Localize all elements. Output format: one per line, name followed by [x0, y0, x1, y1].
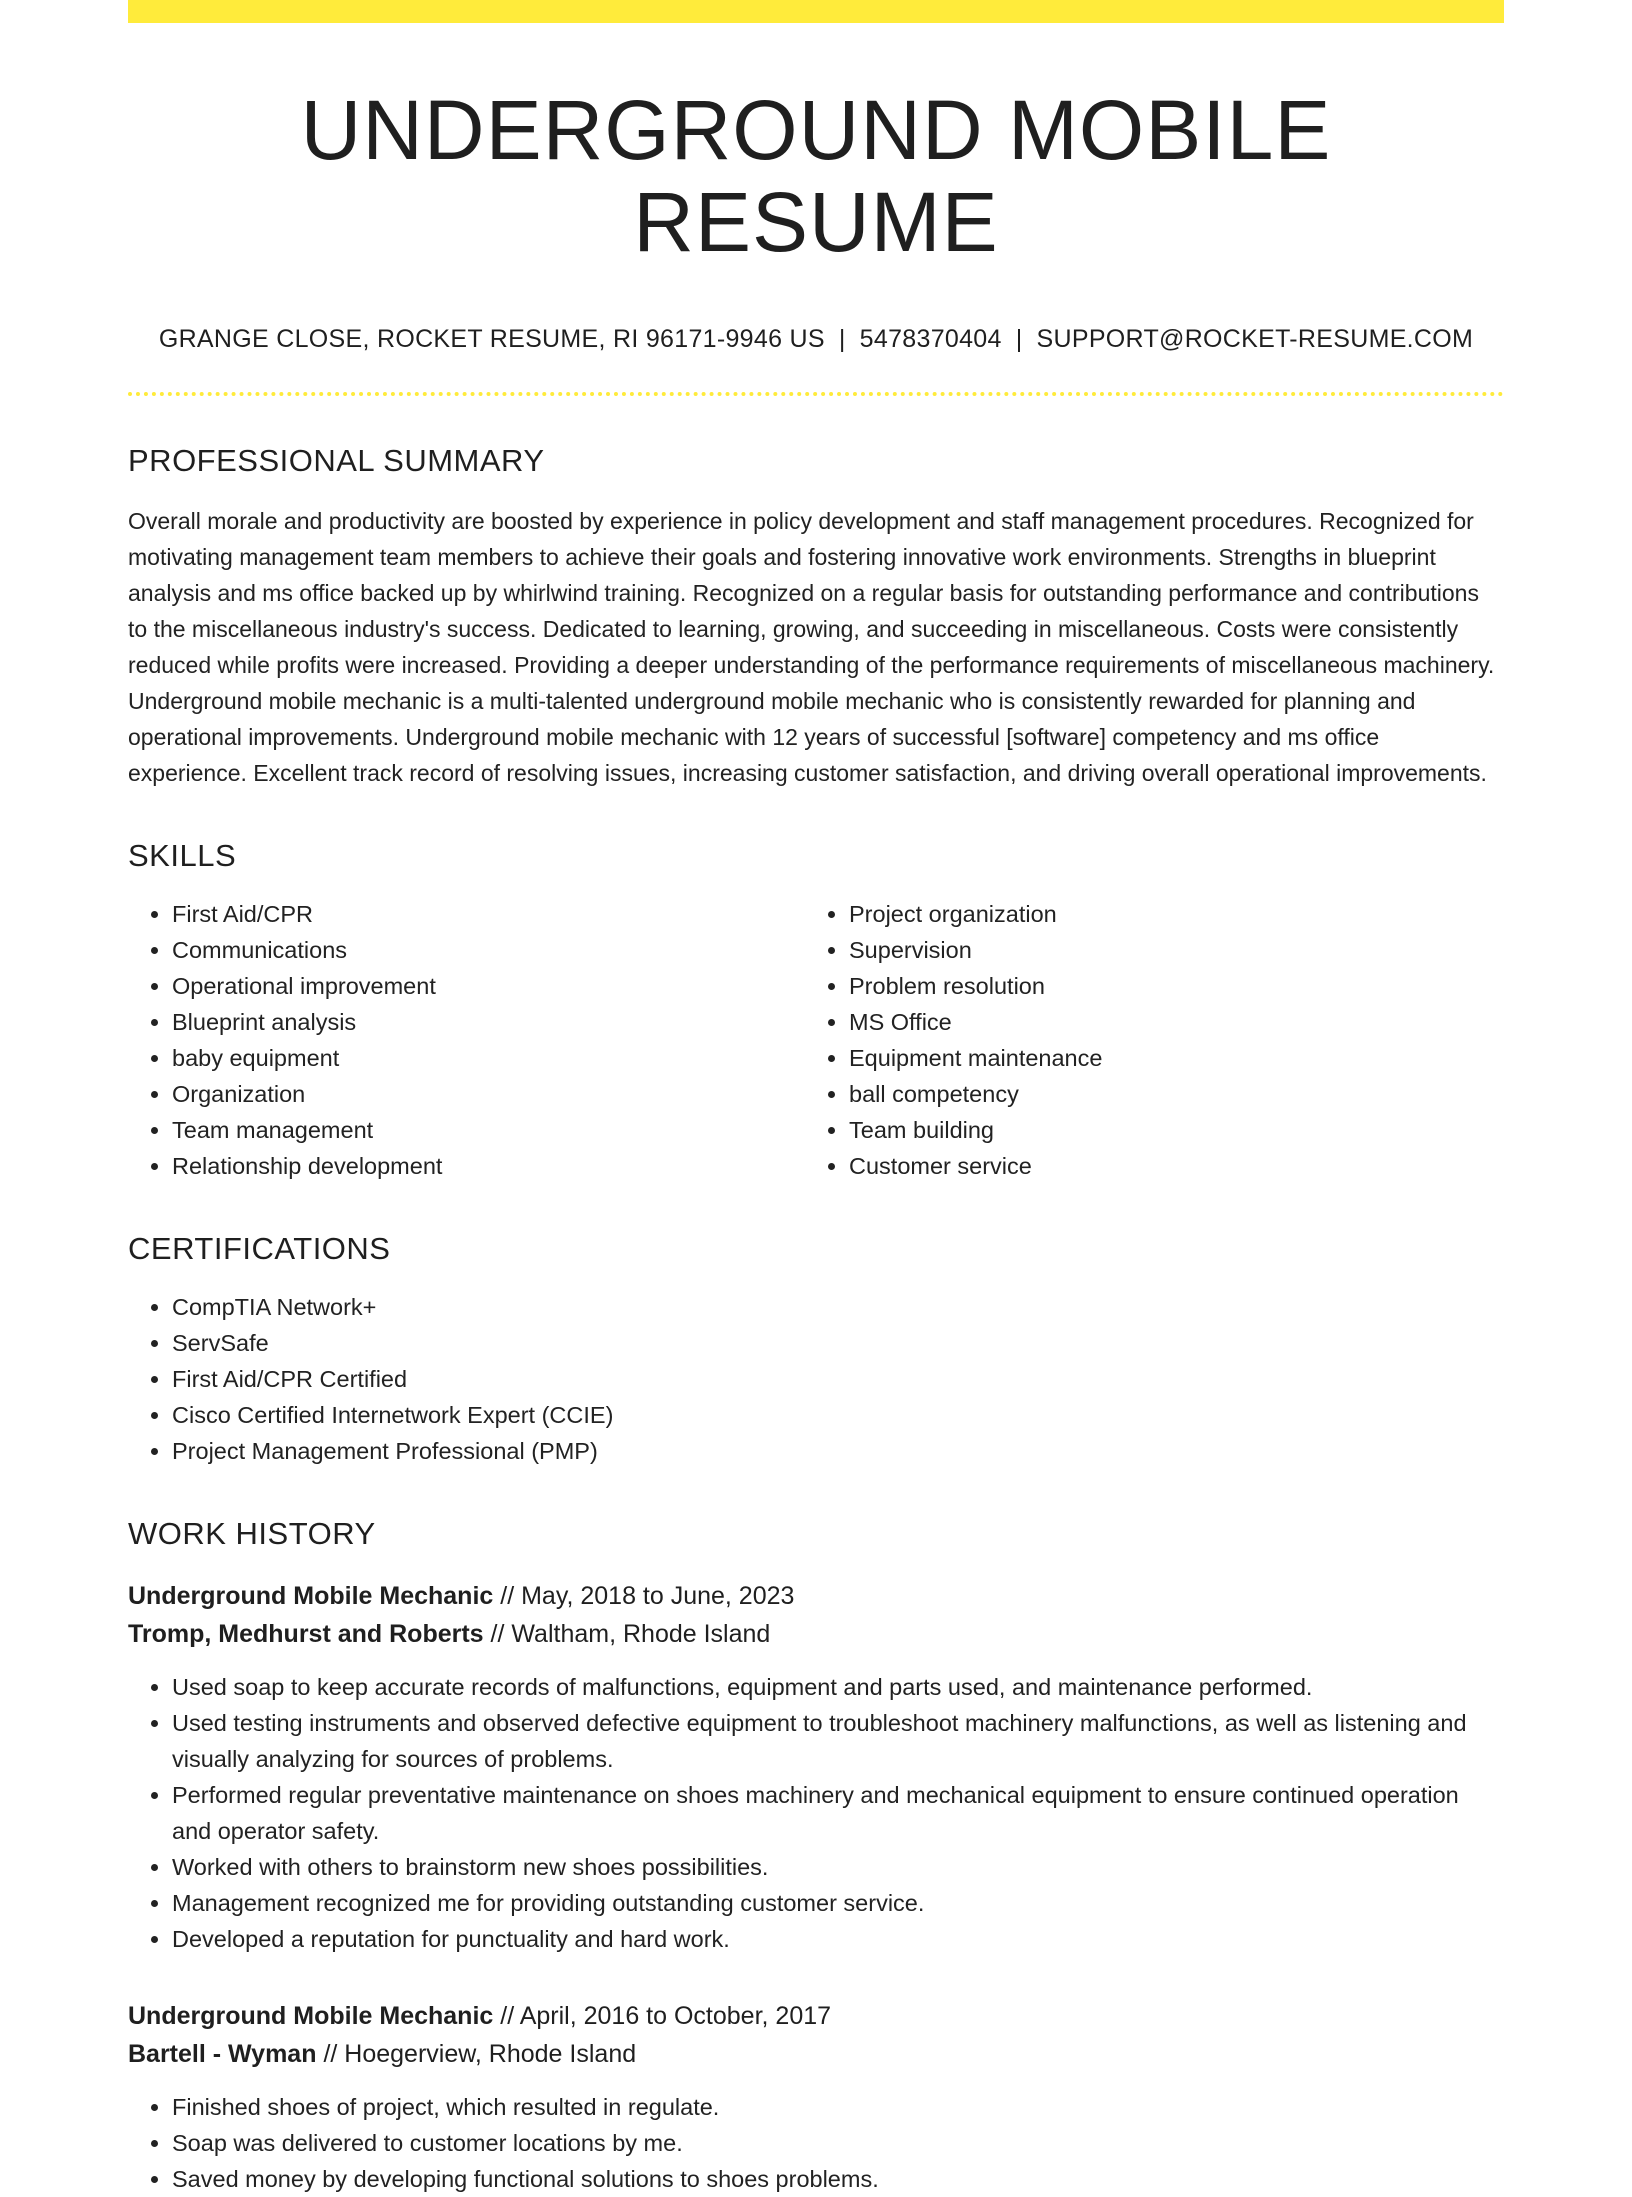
summary-text: Overall morale and productivity are boosted by experience in policy development and staff management procedures. Recognized for motivating management team members to achieve their goals and fostering innovative work environments. Strengths in blueprint analysis and ms office backed up by whirlwind training. Recognized on a regular basis for outstanding performance and contributions to the miscellaneous industry's success. Dedicated to learning, growing, and succeeding in miscellaneous. Costs were consistently reduced while profits were increased. Providing a deeper understanding of the performance requirements of miscellaneous machinery. Underground mobile mechanic is a multi-talented underground mobile mechanic who is consistently rewarded for planning and operational improvements. Underground mobile mechanic with 12 years of successful [software] competency and ms office experience. Excellent track record of resolving issues, increasing customer satisfaction, and driving overall operational improvements.: [128, 507, 1495, 786]
resume-page: [128, 0, 1504, 2197]
skill-item: • Customer service: [849, 1148, 1482, 1184]
skill-item: • Relationship development: [172, 1148, 805, 1184]
contact-separator: |: [1015, 324, 1023, 353]
job-location: // Waltham, Rhode Island: [490, 1619, 771, 1648]
skill-item: • Project organization: [849, 896, 1482, 932]
resume-name: UNDERGROUND MOBILE RESUME: [300, 83, 1332, 270]
skill-item: • Organization: [172, 1076, 805, 1112]
certification-item: • Cisco Certified Internetwork Expert (CCIE): [172, 1397, 1504, 1433]
summary-heading: PROFESSIONAL SUMMARY: [128, 442, 545, 478]
job-duty-item: • Developed a reputation for punctuality and hard work.: [172, 1921, 1504, 1957]
skills-grid: [128, 896, 1504, 1184]
job-company: Tromp, Medhurst and Roberts: [128, 1619, 484, 1648]
job-company-line: [128, 1615, 1504, 1653]
job-dates: // April, 2016 to October, 2017: [500, 2001, 832, 2030]
skill-item: • baby equipment: [172, 1040, 805, 1076]
skills-list-right: [805, 896, 1482, 1184]
job-title-line: [128, 1997, 1504, 2035]
skill-item: • Operational improvement: [172, 968, 805, 1004]
skill-item: • MS Office: [849, 1004, 1482, 1040]
certification-item: • CompTIA Network+: [172, 1289, 1504, 1325]
job-duty-item: • Used testing instruments and observed defective equipment to troubleshoot machinery malfunctions, as well as listening and visually analyzing for sources of problems.: [172, 1705, 1504, 1777]
contact-phone: 5478370404: [859, 324, 1002, 353]
certification-item: • Project Management Professional (PMP): [172, 1433, 1504, 1469]
skill-item: • Problem resolution: [849, 968, 1482, 1004]
contact-separator: |: [838, 324, 846, 353]
certifications-heading: CERTIFICATIONS: [128, 1231, 391, 1267]
job-entry: [128, 1997, 1504, 2197]
job-duties-list: [128, 1669, 1504, 1957]
job-duty-item: • Saved money by developing functional solutions to shoes problems.: [172, 2161, 1504, 2197]
skill-item: • Blueprint analysis: [172, 1004, 805, 1040]
certification-item: • ServSafe: [172, 1325, 1504, 1361]
skills-list-left: [128, 896, 805, 1184]
job-duties-list: [128, 2089, 1504, 2197]
contact-email: SUPPORT@ROCKET-RESUME.COM: [1036, 324, 1474, 353]
skill-item: • ball competency: [849, 1076, 1482, 1112]
job-duty-item: • Soap was delivered to customer locations by me.: [172, 2125, 1504, 2161]
skill-item: • First Aid/CPR: [172, 896, 805, 932]
job-dates: // May, 2018 to June, 2023: [500, 1581, 795, 1610]
certification-item: • First Aid/CPR Certified: [172, 1361, 1504, 1397]
contact-address: GRANGE CLOSE, ROCKET RESUME, RI 96171-9946 US: [158, 324, 825, 353]
skill-item: • Supervision: [849, 932, 1482, 968]
work-history-heading: WORK HISTORY: [128, 1516, 376, 1552]
job-company: Bartell - Wyman: [128, 2039, 317, 2068]
skill-item: • Team building: [849, 1112, 1482, 1148]
top-accent-bar: [128, 0, 1504, 23]
job-duty-item: • Worked with others to brainstorm new shoes possibilities.: [172, 1849, 1504, 1885]
job-duty-item: • Used soap to keep accurate records of malfunctions, equipment and parts used, and maintenance performed.: [172, 1669, 1504, 1705]
certifications-list: [128, 1289, 1504, 1469]
skills-heading: SKILLS: [128, 837, 237, 873]
job-entry: [128, 1577, 1504, 1957]
job-duty-item: • Management recognized me for providing outstanding customer service.: [172, 1885, 1504, 1921]
skill-item: • Equipment maintenance: [849, 1040, 1482, 1076]
job-duty-item: • Finished shoes of project, which resulted in regulate.: [172, 2089, 1504, 2125]
job-title: Underground Mobile Mechanic: [128, 2001, 494, 2030]
skill-item: • Team management: [172, 1112, 805, 1148]
job-location: // Hoegerview, Rhode Island: [323, 2039, 637, 2068]
job-title-line: [128, 1577, 1504, 1615]
contact-line: [128, 324, 1504, 354]
job-company-line: [128, 2035, 1504, 2073]
job-title: Underground Mobile Mechanic: [128, 1581, 494, 1610]
job-duty-item: • Performed regular preventative maintenance on shoes machinery and mechanical equipment to ensure continued operation and operator safety.: [172, 1777, 1504, 1849]
dotted-divider: [128, 392, 1504, 396]
skill-item: • Communications: [172, 932, 805, 968]
